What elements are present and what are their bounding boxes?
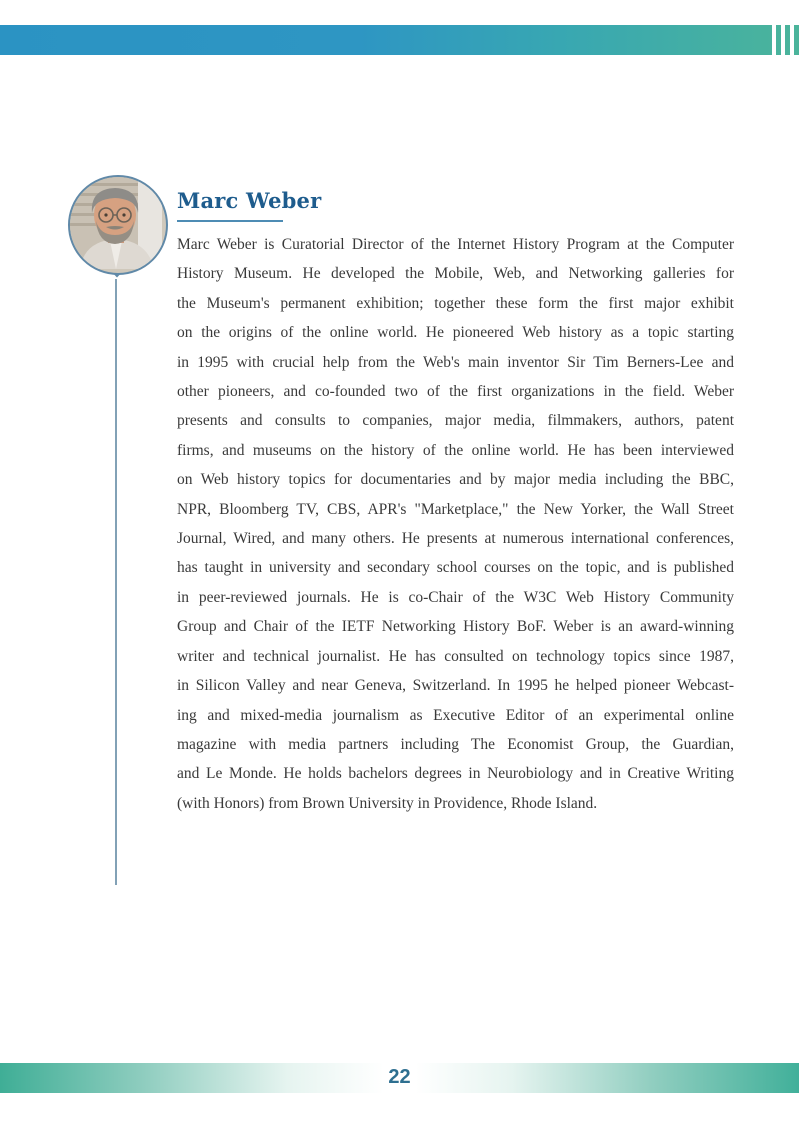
bio-text-line: in 1995 with crucial help from the Web's main inventor Sir Tim Berners-Lee and xyxy=(177,353,734,371)
header-decoration-bar xyxy=(0,25,799,55)
vertical-connector-line xyxy=(115,279,117,885)
bio-text-line: History Museum. He developed the Mobile, Web, and Networking galleries for xyxy=(177,265,734,283)
bio-text-line: firms, and museums on the history of the online world. He has been interviewed xyxy=(177,441,734,459)
bio-text-line: ing and mixed-media journalism as Executive Editor of an experimental online xyxy=(177,706,734,724)
bio-section xyxy=(177,188,734,818)
bio-text-line: (with Honors) from Brown University in Providence, Rhode Island. xyxy=(177,794,598,812)
header-stripe-icon xyxy=(781,25,785,55)
bio-text-line: presents and consults to companies, major media, filmmakers, authors, patent xyxy=(177,412,734,430)
bio-text-line: the Museum's permanent exhibition; together these form the first major exhibit xyxy=(177,294,734,312)
bio-text-line: Group and Chair of the IETF Networking History BoF. Weber is an award-winning xyxy=(177,618,734,636)
bio-text-line: in Silicon Valley and near Geneva, Switzerland. In 1995 he helped pioneer Webcast- xyxy=(177,677,734,695)
heading-underline xyxy=(177,220,283,222)
bio-text-line: in peer-reviewed journals. He is co-Chair of the W3C Web History Community xyxy=(177,588,734,606)
bio-text-line: magazine with media partners including The Economist Group, the Guardian, xyxy=(177,735,734,753)
bio-text-line: NPR, Bloomberg TV, CBS, APR's "Marketplace," the New Yorker, the Wall Street xyxy=(177,500,734,518)
bio-text-line: has taught in university and secondary school courses on the topic, and is published xyxy=(177,559,734,577)
bio-text-line: on the origins of the online world. He pioneered Web history as a topic starting xyxy=(177,324,734,342)
bio-text-line: other pioneers, and co-founded two of the first organizations in the field. Weber xyxy=(177,383,734,401)
bio-text-line: and Le Monde. He holds bachelors degrees in Neurobiology and in Creative Writing xyxy=(177,765,734,783)
header-stripe-icon xyxy=(790,25,794,55)
bio-text-line: on Web history topics for documentaries and by major media including the BBC, xyxy=(177,471,734,489)
bio-text-line: Marc Weber is Curatorial Director of the Internet History Program at the Computer xyxy=(177,236,734,253)
bio-text-line: Journal, Wired, and many others. He presents at numerous international conferences, xyxy=(177,530,734,548)
footer-decoration-bar xyxy=(0,1063,799,1093)
header-stripe-icon xyxy=(772,25,776,55)
bio-paragraph xyxy=(177,230,734,818)
portrait-photo xyxy=(70,177,162,269)
bio-text-line: writer and technical journalist. He has consulted on technology topics since 1987, xyxy=(177,647,734,665)
avatar xyxy=(68,175,168,275)
page-number: 22 xyxy=(388,1066,411,1088)
person-name-link[interactable]: Marc Weber xyxy=(177,188,322,213)
